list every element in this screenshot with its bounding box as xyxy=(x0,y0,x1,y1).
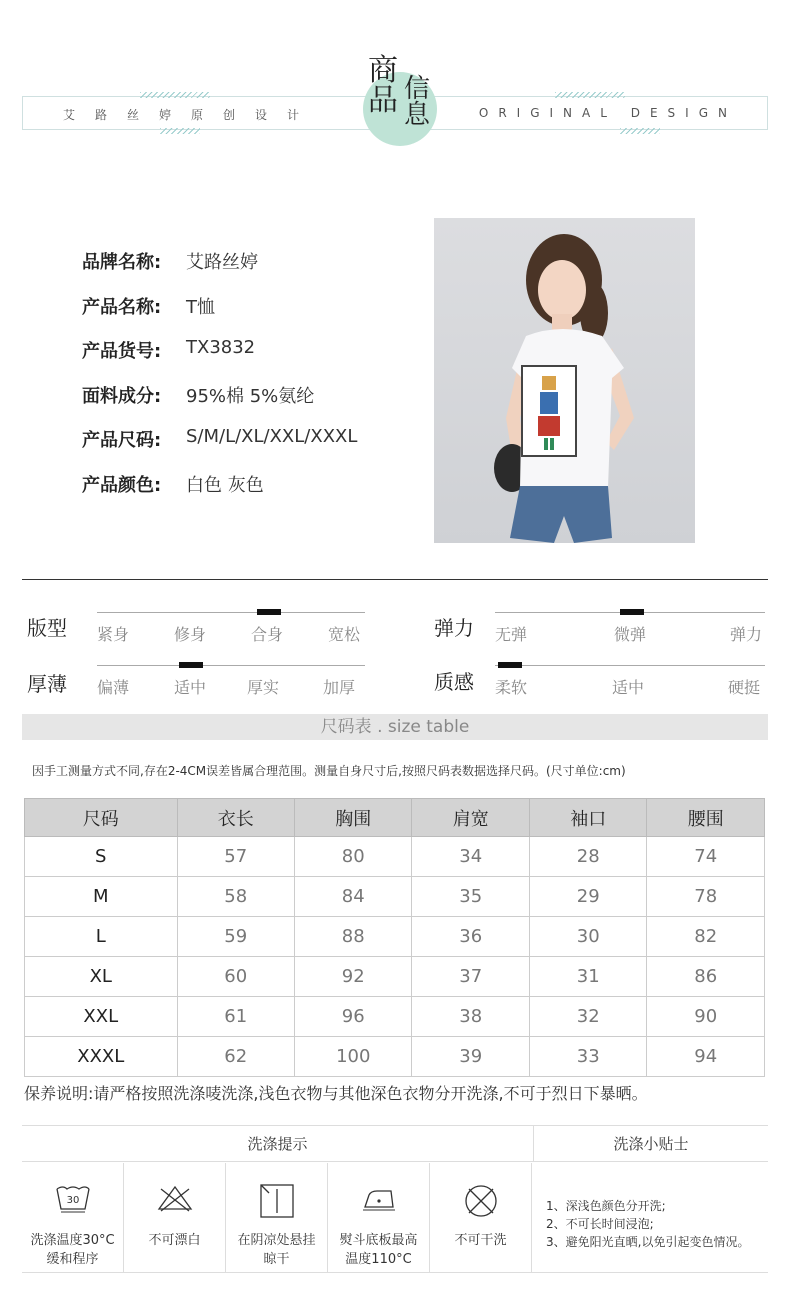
info-key: 面料成分: xyxy=(82,385,162,407)
model-illustration xyxy=(434,218,695,543)
wash-title: 洗涤提示 xyxy=(22,1126,534,1162)
hatch-decoration xyxy=(160,128,200,134)
product-photo xyxy=(434,218,695,543)
wash-label-line: 缓和程序 xyxy=(46,1252,99,1267)
wash-item xyxy=(430,1163,532,1273)
thickness-option: 厚实 xyxy=(247,678,280,697)
table-cell: 84 xyxy=(295,877,412,917)
info-key: 产品货号: xyxy=(82,341,162,362)
table-cell: 29 xyxy=(529,877,646,917)
table-cell: XXL xyxy=(25,997,178,1037)
table-cell: 33 xyxy=(529,1037,646,1077)
column-header: 肩宽 xyxy=(412,799,529,837)
table-cell: 32 xyxy=(529,997,646,1037)
texture-indicator xyxy=(498,662,522,668)
table-cell: 31 xyxy=(529,957,646,997)
table-cell: XXXL xyxy=(25,1037,178,1077)
column-header: 胸围 xyxy=(295,799,412,837)
wash-item xyxy=(124,1163,226,1273)
table-cell: 36 xyxy=(412,917,529,957)
wash-label-line: 晾干 xyxy=(263,1252,290,1267)
elasticity-option: 无弹 xyxy=(495,625,528,644)
product-info xyxy=(82,248,357,515)
table-cell: 90 xyxy=(647,997,765,1037)
table-cell: 100 xyxy=(295,1037,412,1077)
care-note: 保养说明:请严格按照洗涤唛洗涤,浅色衣物与其他深色衣物分开洗涤,不可于烈日下暴晒。 xyxy=(24,1084,648,1103)
table-cell: 74 xyxy=(647,837,765,877)
fit-option: 紧身 xyxy=(97,625,130,644)
elasticity-option: 微弹 xyxy=(614,625,647,644)
no-dry-clean-icon xyxy=(463,1183,499,1219)
size-note: 因手工测量方式不同,存在2-4CM误差皆属合理范围。测量自身尺寸后,按照尺码表数据选择尺码。(尺寸单位:cm) xyxy=(32,764,626,778)
table-header-row xyxy=(25,799,765,837)
info-key: 产品颜色: xyxy=(82,474,162,496)
thickness-scale xyxy=(97,665,365,695)
texture-option: 硬挺 xyxy=(728,678,761,697)
texture-label: 质感 xyxy=(434,670,474,694)
wash-label-line: 不可干洗 xyxy=(454,1233,507,1248)
dry-in-shade-icon xyxy=(259,1183,295,1219)
wash-item-label xyxy=(226,1231,327,1269)
info-row xyxy=(82,382,357,427)
texture-option: 适中 xyxy=(612,678,645,697)
table-cell: XL xyxy=(25,957,178,997)
table-row xyxy=(25,837,765,877)
wash-tip: 1、深浅色颜色分开洗; xyxy=(546,1199,666,1213)
wash-tips-title: 洗涤小贴士 xyxy=(534,1126,768,1162)
info-row xyxy=(82,337,357,382)
table-cell: 94 xyxy=(647,1037,765,1077)
page-title-part1: 商品 xyxy=(368,53,398,118)
elasticity-label: 弹力 xyxy=(434,616,474,640)
wash-item xyxy=(226,1163,328,1273)
elasticity-scale xyxy=(495,612,765,642)
column-header: 尺码 xyxy=(25,799,178,837)
table-cell: 60 xyxy=(177,957,294,997)
elasticity-indicator xyxy=(620,609,644,615)
thickness-option: 适中 xyxy=(174,678,207,697)
column-header: 袖口 xyxy=(529,799,646,837)
fit-label: 版型 xyxy=(27,616,67,640)
wash-label-line: 熨斗底板最高 xyxy=(339,1233,418,1248)
right-tagline: ORIGINAL DESIGN xyxy=(478,106,737,120)
table-row xyxy=(25,917,765,957)
fit-indicator xyxy=(257,609,281,615)
table-cell: 62 xyxy=(177,1037,294,1077)
wash-item-label xyxy=(22,1231,123,1269)
table-cell: 88 xyxy=(295,917,412,957)
thickness-label: 厚薄 xyxy=(27,672,67,696)
info-key: 品牌名称: xyxy=(82,252,162,273)
fit-option: 修身 xyxy=(174,625,207,644)
wash-item-label xyxy=(430,1231,531,1250)
table-cell: S xyxy=(25,837,178,877)
column-header: 腰围 xyxy=(647,799,765,837)
wash-item xyxy=(22,1163,124,1273)
wash-label-line: 在阴凉处悬挂 xyxy=(237,1233,316,1248)
wash-item xyxy=(328,1163,430,1273)
divider xyxy=(22,579,768,580)
thickness-option: 偏薄 xyxy=(97,678,130,697)
fit-scale xyxy=(97,612,365,642)
info-value: 艾路丝婷 xyxy=(186,252,258,273)
table-cell: 82 xyxy=(647,917,765,957)
column-header: 衣长 xyxy=(177,799,294,837)
table-cell: 37 xyxy=(412,957,529,997)
elasticity-option: 弹力 xyxy=(730,625,763,644)
wash-label-line: 不可漂白 xyxy=(148,1233,201,1248)
table-row xyxy=(25,997,765,1037)
table-row xyxy=(25,957,765,997)
table-cell: 59 xyxy=(177,917,294,957)
table-row xyxy=(25,1037,765,1077)
info-row xyxy=(82,426,357,471)
wash-temp-mark: 30 xyxy=(66,1195,80,1206)
table-cell: 38 xyxy=(412,997,529,1037)
wash-tips xyxy=(546,1197,749,1251)
info-key: 产品尺码: xyxy=(82,430,162,451)
info-row xyxy=(82,471,357,516)
wash-label-line: 温度110°C xyxy=(345,1252,412,1267)
table-cell: 96 xyxy=(295,997,412,1037)
wash-label-line: 洗涤温度30°C xyxy=(30,1233,115,1248)
info-value: S/M/L/XL/XXL/XXXL xyxy=(186,426,358,447)
left-tagline: 艾路丝婷原创设计 xyxy=(63,108,320,122)
texture-option: 柔软 xyxy=(495,678,528,697)
page-title-part2: 信息 xyxy=(404,74,431,130)
table-cell: 58 xyxy=(177,877,294,917)
info-value: TX3832 xyxy=(186,337,256,358)
iron-icon xyxy=(361,1183,397,1213)
fit-option: 合身 xyxy=(251,625,284,644)
table-cell: 61 xyxy=(177,997,294,1037)
texture-scale xyxy=(495,665,765,695)
table-cell: 28 xyxy=(529,837,646,877)
table-cell: 86 xyxy=(647,957,765,997)
table-cell: L xyxy=(25,917,178,957)
hatch-decoration xyxy=(620,128,660,134)
table-cell: 34 xyxy=(412,837,529,877)
table-cell: 35 xyxy=(412,877,529,917)
wash-item-label xyxy=(124,1231,225,1250)
scale-line xyxy=(97,665,365,666)
table-cell: 57 xyxy=(177,837,294,877)
wash-tip: 3、避免阳光直晒,以免引起变色情况。 xyxy=(546,1235,750,1249)
table-cell: 39 xyxy=(412,1037,529,1077)
hatch-decoration xyxy=(140,92,210,98)
table-cell: 30 xyxy=(529,917,646,957)
no-bleach-icon xyxy=(157,1183,193,1213)
fit-option: 宽松 xyxy=(328,625,361,644)
info-row xyxy=(82,293,357,338)
table-cell: M xyxy=(25,877,178,917)
info-value: T恤 xyxy=(186,296,215,318)
table-cell: 92 xyxy=(295,957,412,997)
table-row xyxy=(25,877,765,917)
info-value: 白色 灰色 xyxy=(186,474,264,496)
wash-item-label xyxy=(328,1231,429,1269)
scale-line xyxy=(97,612,365,613)
table-cell: 80 xyxy=(295,837,412,877)
table-cell: 78 xyxy=(647,877,765,917)
size-table xyxy=(24,798,765,1077)
wash-tip: 2、不可长时间浸泡; xyxy=(546,1217,654,1231)
wash-30-icon xyxy=(55,1183,91,1213)
info-row xyxy=(82,248,357,293)
wash-section xyxy=(22,1125,768,1273)
thickness-option: 加厚 xyxy=(323,678,356,697)
size-table-title: 尺码表 . size table xyxy=(22,714,768,740)
info-value: 95%棉 5%氨纶 xyxy=(186,385,315,407)
thickness-indicator xyxy=(179,662,203,668)
info-key: 产品名称: xyxy=(82,296,162,318)
scale-line xyxy=(495,665,765,666)
hatch-decoration xyxy=(555,92,625,98)
